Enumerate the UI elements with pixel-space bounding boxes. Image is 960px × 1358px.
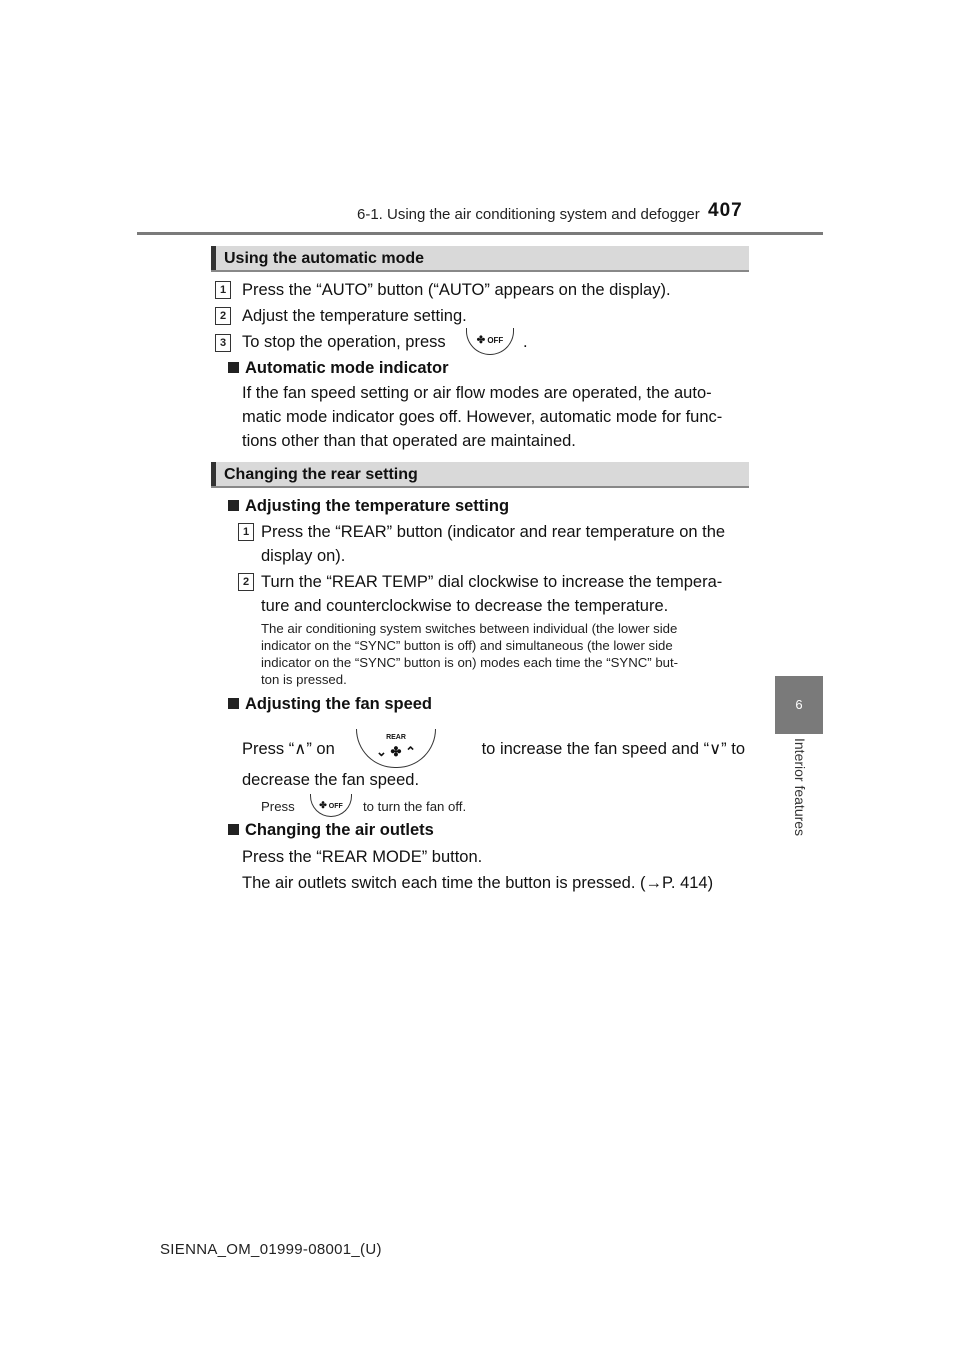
step-text-end: . bbox=[523, 333, 528, 351]
subheading-temperature bbox=[228, 494, 509, 518]
note-text: The air conditioning system switches between individual (the lower side bbox=[261, 621, 678, 636]
subheading-text: Adjusting the fan speed bbox=[245, 695, 433, 713]
subheading-air-outlets bbox=[228, 818, 434, 842]
step-number-box: 1 bbox=[215, 281, 231, 299]
outlets-text: Press the “REAR MODE” button. bbox=[242, 848, 483, 866]
step-text: Press the “AUTO” button (“AUTO” appears on the display). bbox=[242, 281, 671, 299]
step-number-box: 1 bbox=[238, 523, 254, 541]
chevron-down-icon: ⌄ bbox=[376, 744, 387, 759]
square-bullet-icon bbox=[228, 500, 239, 511]
note-text: ton is pressed. bbox=[261, 672, 347, 687]
fan-icon: ✤ bbox=[319, 800, 327, 810]
indicator-paragraph: tions other than that operated are maintained. bbox=[242, 432, 576, 450]
fan-icon: ✤ bbox=[476, 335, 486, 346]
note-text: to turn the fan off. bbox=[363, 799, 467, 814]
section-heading-text: Changing the rear setting bbox=[224, 466, 418, 483]
step-number-box: 2 bbox=[215, 307, 231, 325]
fan-text: Press “∧” on bbox=[242, 740, 335, 758]
page-number: 407 bbox=[708, 200, 743, 221]
chevron-up-icon: ⌃ bbox=[405, 744, 416, 759]
step-text: display on). bbox=[261, 547, 346, 565]
step-number-box: 2 bbox=[238, 573, 254, 591]
step-text: Turn the “REAR TEMP” dial clockwise to increase the tempera- bbox=[261, 573, 723, 591]
rear-fan-button-image bbox=[356, 729, 436, 768]
section-heading-bar bbox=[211, 246, 216, 270]
chapter-section-title: 6-1. Using the air conditioning system and defogger bbox=[357, 206, 700, 223]
header-rule bbox=[137, 232, 823, 235]
note-text: indicator on the “SYNC” button is off) and simultaneous (the lower side bbox=[261, 638, 673, 653]
chapter-tab-label: Interior features bbox=[792, 738, 808, 837]
indicator-paragraph: If the fan speed setting or air flow modes are operated, the auto- bbox=[242, 384, 712, 402]
document-id: SIENNA_OM_01999-08001_(U) bbox=[160, 1241, 382, 1258]
note-text: Press bbox=[261, 799, 295, 814]
square-bullet-icon bbox=[228, 698, 239, 709]
fan-off-label: OFF bbox=[328, 803, 343, 810]
subheading-text: Automatic mode indicator bbox=[245, 359, 449, 377]
subheading-text: Adjusting the temperature setting bbox=[245, 497, 510, 515]
fan-off-label: OFF bbox=[487, 336, 504, 345]
step-text: ture and counterclockwise to decrease the temperature. bbox=[261, 597, 669, 615]
step-text: To stop the operation, press bbox=[242, 333, 446, 351]
square-bullet-icon bbox=[228, 824, 239, 835]
rear-label: REAR bbox=[386, 734, 406, 741]
fan-text: decrease the fan speed. bbox=[242, 771, 420, 789]
section-heading-automatic-mode bbox=[211, 246, 749, 272]
chapter-tab: 6 bbox=[775, 676, 823, 734]
fan-off-button-image bbox=[310, 794, 352, 817]
section-heading-bar bbox=[211, 462, 216, 486]
fan-icon: ✤ bbox=[390, 744, 402, 759]
subheading-fan-speed bbox=[228, 692, 432, 716]
step-text: Adjust the temperature setting. bbox=[242, 307, 467, 325]
square-bullet-icon bbox=[228, 362, 239, 373]
outlets-text: The air outlets switch each time the button is pressed. (→P. 414) bbox=[242, 874, 714, 892]
subheading-text: Changing the air outlets bbox=[245, 821, 434, 839]
indicator-paragraph: matic mode indicator goes off. However, automatic mode for func- bbox=[242, 408, 723, 426]
subheading-automatic-mode-indicator bbox=[228, 356, 449, 380]
step-number-box: 3 bbox=[215, 334, 231, 352]
fan-off-button-image bbox=[466, 328, 514, 355]
section-heading-text: Using the automatic mode bbox=[224, 250, 425, 267]
fan-text: to increase the fan speed and “∨” to bbox=[481, 740, 745, 758]
step-text: Press the “REAR” button (indicator and rear temperature on the bbox=[261, 523, 726, 541]
note-text: indicator on the “SYNC” button is on) modes each time the “SYNC” but- bbox=[261, 655, 679, 670]
section-heading-rear-setting bbox=[211, 462, 749, 488]
